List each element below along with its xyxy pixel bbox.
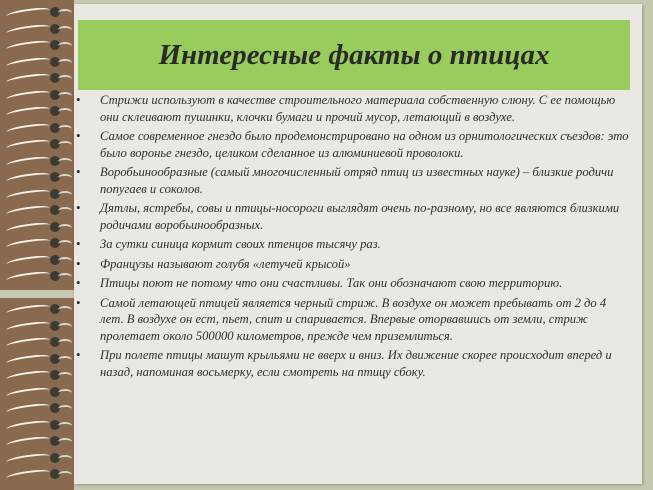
binding-gap <box>0 290 74 298</box>
spiral-ring-icon <box>6 186 70 202</box>
spiral-ring-icon <box>6 120 70 136</box>
fact-item <box>74 164 640 197</box>
spiral-ring-icon <box>6 450 70 466</box>
spiral-ring-icon <box>6 235 70 251</box>
spiral-ring-icon <box>6 21 70 37</box>
spiral-ring-icon <box>6 351 70 367</box>
bullet-icon: • <box>76 200 81 215</box>
bullet-icon: • <box>76 255 81 271</box>
spiral-ring-icon <box>6 334 70 350</box>
fact-text: Воробьинообразные (самый многочисленный отряд птиц из известных науке) – близкие родичи попугаев и соколов. <box>100 165 614 196</box>
spiral-ring-icon <box>6 301 70 317</box>
bullet-icon: • <box>76 92 81 107</box>
spiral-ring-icon <box>6 37 70 53</box>
spiral-ring-icon <box>6 153 70 169</box>
bullet-icon: • <box>76 164 81 179</box>
fact-text: За сутки синица кормит своих птенцов тысячу раз. <box>100 237 381 251</box>
fact-item <box>74 347 640 380</box>
fact-item <box>74 275 640 292</box>
bullet-icon: • <box>76 347 81 362</box>
fact-item <box>74 92 640 125</box>
spiral-ring-icon <box>6 103 70 119</box>
bullet-icon: • <box>76 236 81 251</box>
spiral-ring-icon <box>6 367 70 383</box>
fact-text: Птицы поют не потому что они счастливы. Так они обозначают свою территорию. <box>100 276 563 290</box>
fact-item <box>74 128 640 161</box>
spiral-ring-icon <box>6 384 70 400</box>
spiral-ring-icon <box>6 219 70 235</box>
fact-text: Стрижи используют в качестве строительного материала собственную слюну. С ее помощью они склеивают пушинки, клочки бумаги и прочий мусор, летающий в воздухе. <box>100 93 616 124</box>
spiral-ring-icon <box>6 433 70 449</box>
bullet-icon: • <box>76 128 81 143</box>
spiral-ring-icon <box>6 466 70 482</box>
spiral-ring-icon <box>6 417 70 433</box>
spiral-ring-icon <box>6 4 70 20</box>
spiral-ring-icon <box>6 87 70 103</box>
bullet-icon: • <box>76 294 81 310</box>
fact-text: Дятлы, ястребы, совы и птицы-носороги выглядят очень по-разному, но все являются близкими родичами воробьинообразных. <box>100 201 620 232</box>
slide-title: Интересные факты о птицах <box>158 38 550 71</box>
fact-text: Самой летающей птицей является черный стриж. В воздухе он может пребывать от 2 до 4 лет. В воздухе он ест, пьет, спит и спаривается. Впервые оторвавшись от земли, стриж пролетает около 500000 километров, прежде чем приземлиться. <box>100 295 607 343</box>
slide-page <box>74 4 642 484</box>
facts-list <box>74 92 640 383</box>
spiral-ring-icon <box>6 268 70 284</box>
fact-text: Французы называют голубя «летучей крысой» <box>100 256 351 271</box>
fact-text: При полете птицы машут крыльями не вверх и вниз. Их движение скорее происходит вперед и назад, напоминая восьмерку, если смотреть на птицу сбоку. <box>100 348 612 379</box>
spiral-ring-icon <box>6 136 70 152</box>
spiral-ring-icon <box>6 202 70 218</box>
spiral-ring-icon <box>6 400 70 416</box>
fact-item <box>74 236 640 253</box>
spiral-ring-icon <box>6 169 70 185</box>
bullet-icon: • <box>76 275 81 290</box>
spiral-ring-icon <box>6 318 70 334</box>
spiral-ring-icon <box>6 252 70 268</box>
spiral-ring-icon <box>6 70 70 86</box>
spiral-binding <box>0 0 74 490</box>
title-band <box>78 20 630 90</box>
fact-item <box>74 256 640 273</box>
spiral-ring-icon <box>6 54 70 70</box>
fact-item <box>74 200 640 233</box>
fact-item <box>74 295 640 345</box>
fact-text: Самое современное гнездо было продемонстрировано на одном из орнитологических съездов: это было воронье гнездо, целиком сделанное из алюминиевой проволоки. <box>100 129 629 160</box>
